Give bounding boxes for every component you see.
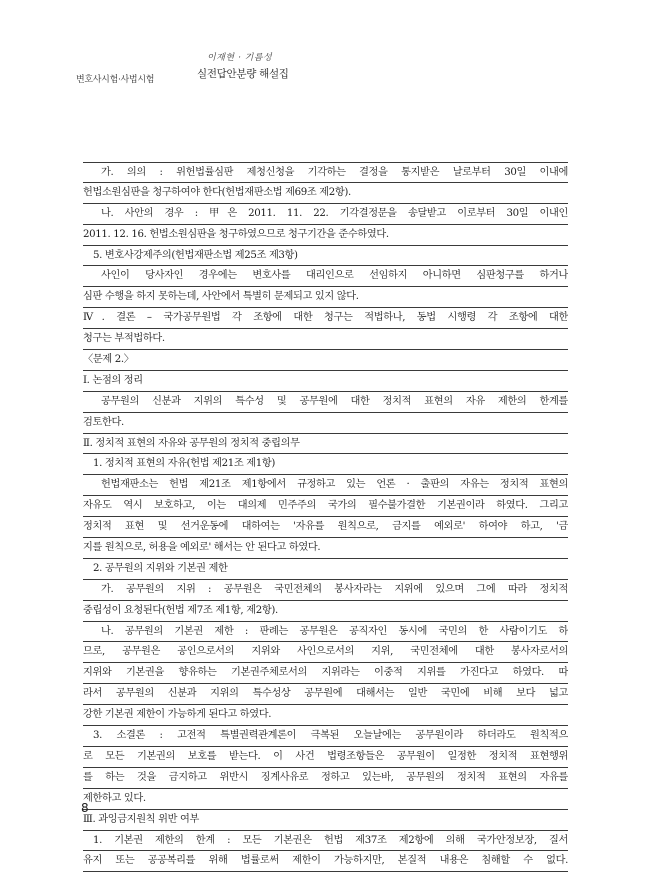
text-line: 심판 수행을 하지 못하는데, 사안에서 특별히 문제되고 있지 않다.	[83, 287, 568, 308]
text-line: 제한하고 있다.	[83, 789, 568, 810]
text-line: 로 모든 기본권의 보호를 받는다. 이 사건 법령조항들은 공무원이 일정한 정치적 표현행위	[83, 747, 568, 768]
page-number: 8	[81, 801, 89, 815]
text-line: 1. 정치적 표현의 자유(헌법 제21조 제1항)	[83, 454, 568, 475]
text-line: 정치적 표현 및 선거운동에 대하여는 '자유를 원칙으로, 금지를 예외로' 하여야 하고, '금	[83, 517, 568, 538]
text-line: 라서 공무원의 신분과 지위의 특수성상 공무원에 대해서는 일반 국민에 비해 보다 넓고	[83, 684, 568, 705]
page-header	[76, 50, 336, 84]
text-line: 나. 사안의 경우 : 甲은 2011. 11. 22. 기각결정문을 송달받고 이로부터 30일 이내인	[83, 204, 568, 225]
text-line: 〈문제 2.〉	[83, 350, 568, 371]
text-line: 를 하는 것을 금지하고 위반시 징계사유로 정하고 있는바, 공무원의 정치적 표현의 자유를	[83, 768, 568, 789]
handwritten-note: 이재현 · 기름성	[207, 53, 273, 63]
text-line: Ⅲ. 과잉금지원칙 위반 여부	[83, 810, 568, 831]
text-line: 강한 기본권 제한이 가능하게 된다고 하였다.	[83, 705, 568, 726]
text-line: 3. 소결론 : 고전적 특별권력관계론이 극복된 오늘날에는 공무원이라 하더라도 원칙적으	[83, 726, 568, 747]
text-line: 므로, 공무원은 공인으로서의 지위와 사인으로서의 지위, 국민전체에 대한 봉사자로서의	[83, 642, 568, 663]
header-title: 실전답안분량 해설집	[197, 68, 289, 80]
text-line: Ⅰ. 논점의 정리	[83, 371, 568, 392]
text-line: 유지 또는 공공복리를 위해 법률로써 제한이 가능하지만, 본질적 내용은 침해할 수 없다.	[83, 851, 568, 872]
text-line: 검토한다.	[83, 413, 568, 434]
answer-sheet	[83, 162, 568, 872]
text-line: 헌법재판소는 헌법 제21조 제1항에서 규정하고 있는 언론 · 출판의 자유는 정치적 표현의	[83, 475, 568, 496]
text-line: 지위와 기본권을 향유하는 기본권주체로서의 지위라는 이중적 지위를 가진다고 하였다. 따	[83, 663, 568, 684]
text-line: 2. 공무원의 지위와 기본권 제한	[83, 559, 568, 580]
text-line: 지를 원칙으로, 허용을 예외로' 해서는 안 된다고 하였다.	[83, 538, 568, 559]
text-line: 가. 공무원의 지위 : 공무원은 국민전체의 봉사자라는 지위에 있으며 그에 따라 정치적	[83, 580, 568, 601]
text-line: 나. 공무원의 기본권 제한 : 판례는 공무원은 공직자인 동시에 국민의 한 사람이기도 하	[83, 622, 568, 643]
text-line: 1. 기본권 제한의 한계 : 모든 기본권은 헌법 제37조 제2항에 의해 국가안정보장, 질서	[83, 831, 568, 852]
text-line: 2011. 12. 16. 헌법소원심판을 청구하였으므로 청구기간을 준수하였다.	[83, 225, 568, 246]
text-line: Ⅳ. 결론 – 국가공무원법 각 조항에 대한 청구는 적법하나, 동법 시행령 각 조항에 대한	[83, 308, 568, 329]
text-line: 중립성이 요청된다(헌법 제7조 제1항, 제2항).	[83, 601, 568, 622]
header-left-text: 변호사시험·사법시험	[76, 75, 155, 85]
text-line: 청구는 부적법하다.	[83, 329, 568, 350]
text-line: 가. 의의 : 위헌법률심판 제청신청을 기각하는 결정을 통지받은 날로부터 30일 이내에	[83, 162, 568, 183]
text-line: 5. 변호사강제주의(헌법재판소법 제25조 제3항)	[83, 246, 568, 267]
text-line: 자유도 역시 보호하고, 이는 대의제 민주주의 국가의 필수불가결한 기본권이라 하였다. 그리고	[83, 496, 568, 517]
text-line: 사인이 당사자인 경우에는 변호사를 대리인으로 선임하지 아니하면 심판청구를 하거나	[83, 266, 568, 287]
text-line: 헌법소원심판을 청구하여야 한다(헌법재판소법 제69조 제2항).	[83, 183, 568, 204]
text-line: 공무원의 신분과 지위의 특수성 및 공무원에 대한 정치적 표현의 자유 제한의 한계를	[83, 392, 568, 413]
text-line: Ⅱ. 정치적 표현의 자유와 공무원의 정치적 중립의무	[83, 434, 568, 455]
